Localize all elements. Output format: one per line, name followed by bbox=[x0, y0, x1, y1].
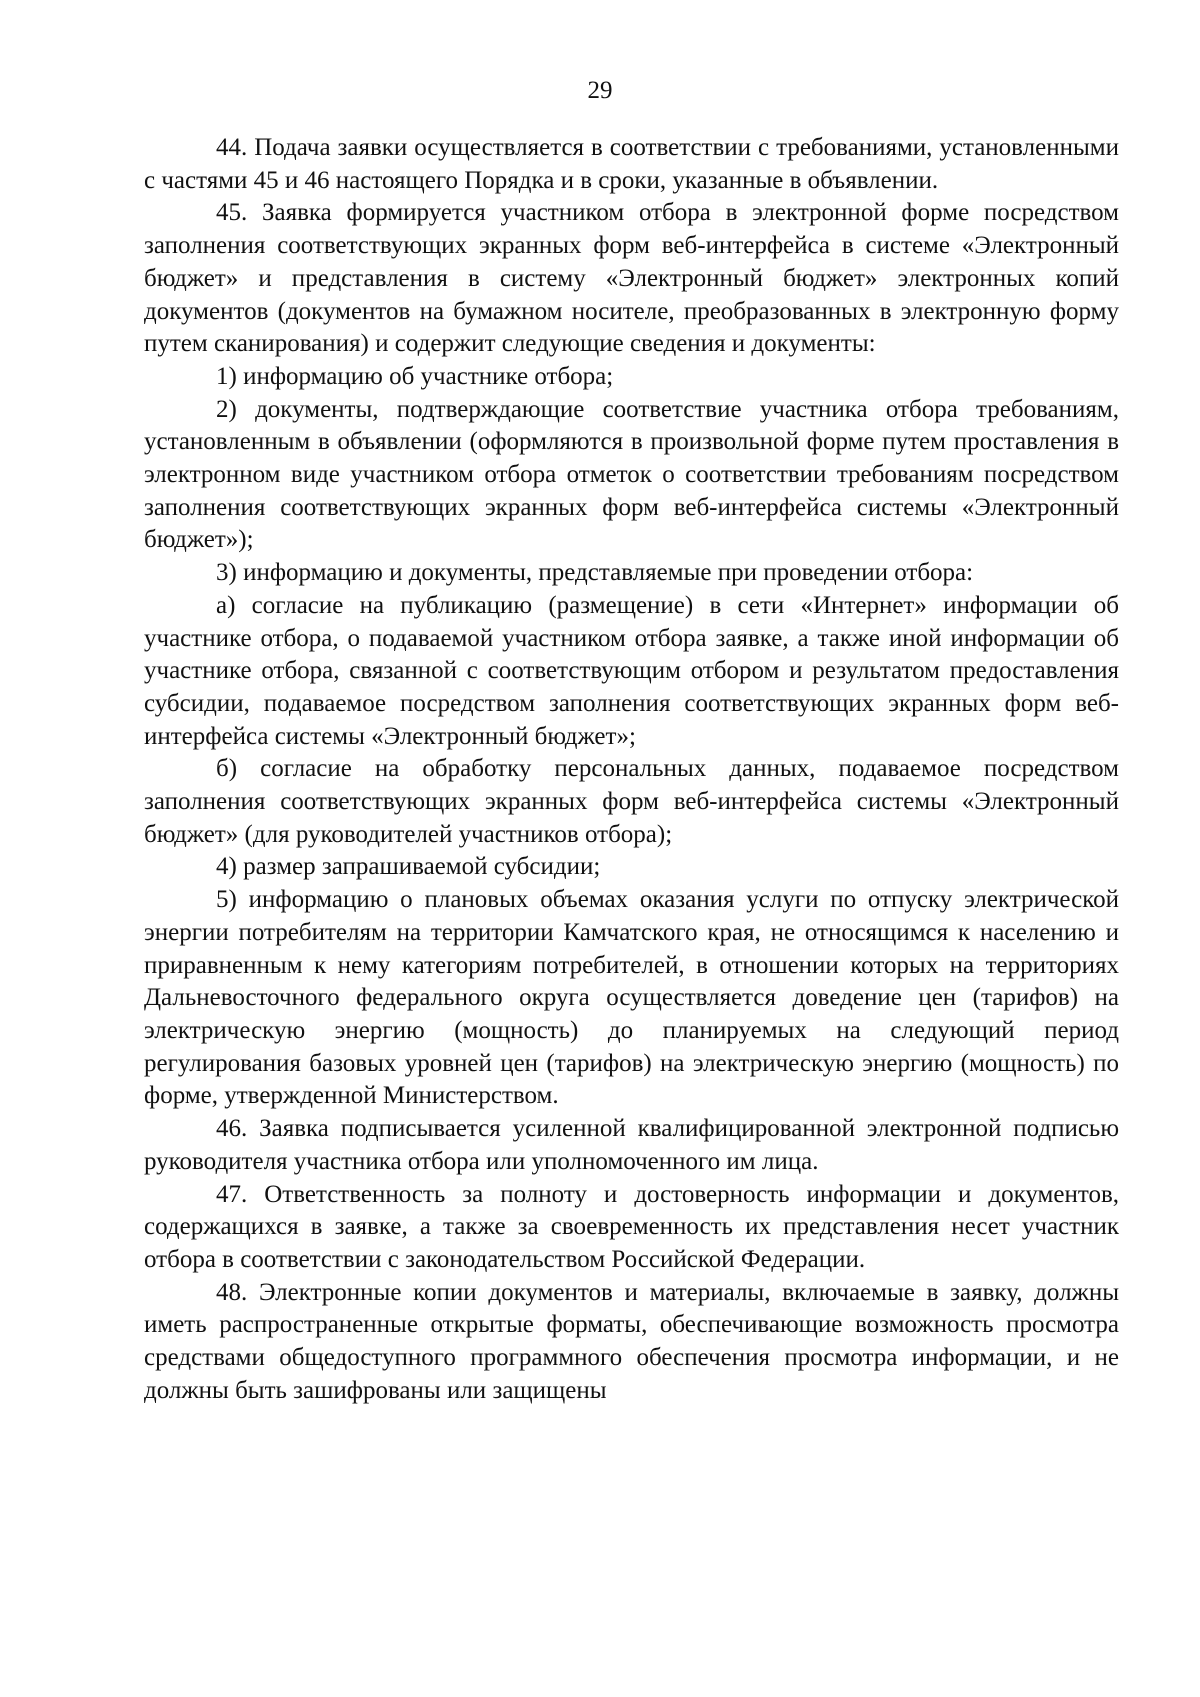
list-item-4: 4) размер запрашиваемой субсидии; bbox=[216, 853, 601, 881]
list-item-1: 1) информацию об участнике отбора; bbox=[216, 362, 614, 390]
list-item-3a: а) согласие на публикацию (размещение) в сети «Интернет» информации об участнике отбора, о подаваемой участником отбора заявке, а также иной информации об участнике отбора, связанной с соответствующим отбором и результатом предоставления субсидии, подаваемое посредством заполнения соответствующих экранных форм веб-интерфейса системы «Электронный бюджет»; bbox=[144, 591, 1119, 750]
paragraph-47: 47. Ответственность за полноту и достоверность информации и документов, содержащихся в заявке, а также за своевременность их представления несет участник отбора в соответствии с законодательством Российской Федерации. bbox=[144, 1180, 1119, 1273]
list-item-2: 2) документы, подтверждающие соответствие участника отбора требованиям, установленным в объявлении (оформляются в произвольной форме путем проставления в электронном виде участником отбора отметок о соответствии требованиям посредством заполнения соответствующих экранных форм веб-интерфейса системы «Электронный бюджет»); bbox=[144, 395, 1119, 554]
list-item-5: 5) информацию о плановых объемах оказания услуги по отпуску электрической энергии потребителям на территории Камчатского края, не относящимся к населению и приравненным к нему категориям потребителей, в отношении которых на территориях Дальневосточного федерального округа осуществляется доведение цен (тарифов) на электрическую энергию (мощность) до планируемых на следующий период регулирования базовых уровней цен (тарифов) на электрическую энергию (мощность) по форме, утвержденной Министерством. bbox=[144, 886, 1119, 1110]
paragraph-45: 45. Заявка формируется участником отбора в электронной форме посредством заполнения соответствующих экранных форм веб-интерфейса в системе «Электронный бюджет» и представления в систему «Электронный бюджет» электронных копий документов (документов на бумажном носителе, преобразованных в электронную форму путем сканирования) и содержит следующие сведения и документы: bbox=[144, 199, 1119, 358]
document-body bbox=[144, 132, 1119, 1407]
paragraph-44: 44. Подача заявки осуществляется в соответствии с требованиями, установленными с частями 45 и 46 настоящего Порядка и в сроки, указанные в объявлении. bbox=[144, 134, 1119, 194]
page-number: 29 bbox=[587, 77, 613, 104]
list-item-3: 3) информацию и документы, представляемые при проведении отбора: bbox=[216, 559, 974, 587]
paragraph-46: 46. Заявка подписывается усиленной квалифицированной электронной подписью руководителя участника отбора или уполномоченного им лица. bbox=[144, 1115, 1119, 1175]
paragraph-48: 48. Электронные копии документов и материалы, включаемые в заявку, должны иметь распространенные открытые форматы, обеспечивающие возможность просмотра средствами общедоступного программного обеспечения просмотра информации, и не должны быть зашифрованы или защищены bbox=[144, 1278, 1119, 1404]
list-item-3b: б) согласие на обработку персональных данных, подаваемое посредством заполнения соответствующих экранных форм веб-интерфейса системы «Электронный бюджет» (для руководителей участников отбора); bbox=[144, 755, 1119, 848]
